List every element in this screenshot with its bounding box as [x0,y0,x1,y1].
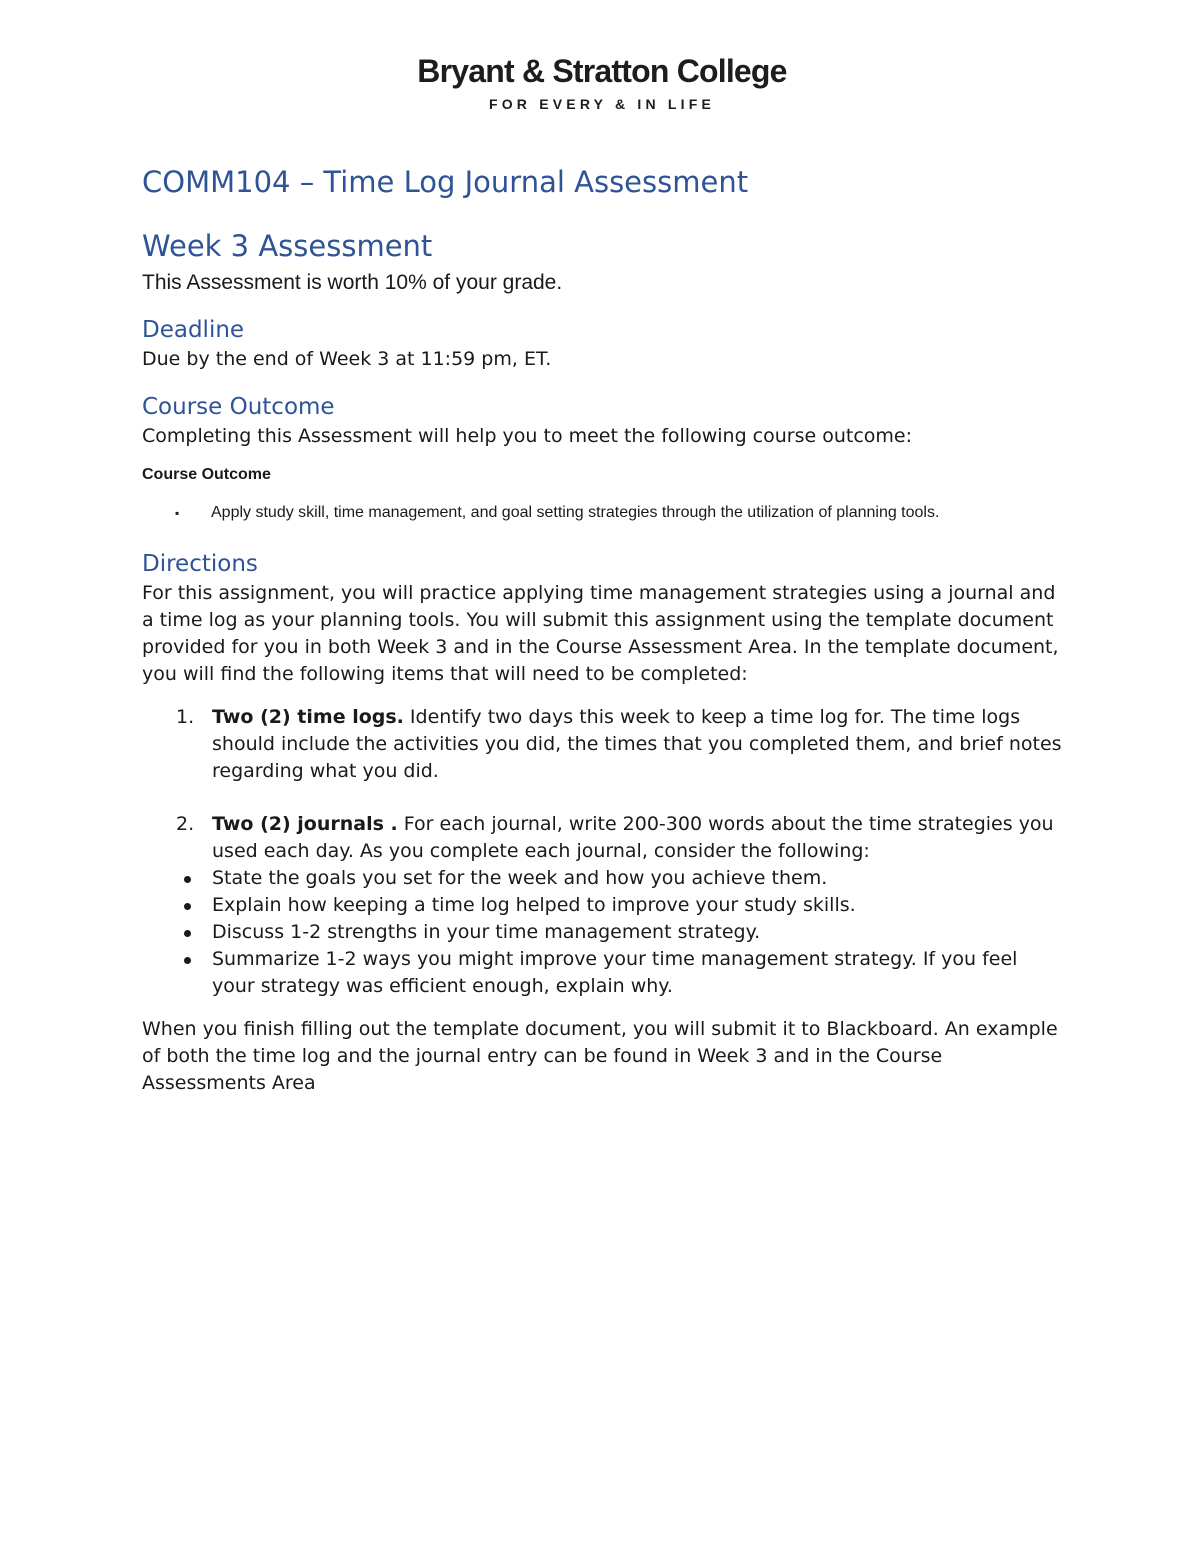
deadline-text: Due by the end of Week 3 at 11:59 pm, ET. [142,348,552,370]
course-outcome-heading: Course Outcome [142,394,335,420]
list-item-bold: Two (2) time logs. [212,706,404,728]
sub-bullet-item: Explain how keeping a time log helped to improve your study skills. [142,892,1062,919]
document-body [142,162,1062,1097]
square-bullet-icon: ▪ [175,506,180,520]
bullet-dot-icon [184,903,191,910]
course-outcome-intro: Completing this Assessment will help you to meet the following course outcome: [142,425,913,447]
worth-text: This Assessment is worth 10% of your grade. [142,271,563,294]
logo-tagline: FOR EVERY & IN LIFE [488,96,716,112]
list-item-text: For each journal, write 200-300 words about the time strategies you used each day. As you complete each journal, consider the following: [212,813,1054,862]
sub-bullet-list [142,865,1062,1000]
list-item [142,704,1062,785]
logo-name: Bryant & Stratton College [417,53,787,89]
sub-bullet-item: Discuss 1-2 strengths in your time management strategy. [142,919,1062,946]
bullet-dot-icon [184,957,191,964]
list-number: 2. [176,813,195,835]
sub-bullet-item: State the goals you set for the week and how you achieve them. [142,865,1062,892]
document-title: COMM104 – Time Log Journal Assessment [142,165,749,199]
sub-bullet-item: Summarize 1-2 ways you might improve your time management strategy. If you feel your strategy was efficient enough, explain why. [142,946,1062,1000]
list-item-text: Identify two days this week to keep a time log for. The time logs should include the activities you did, the times that you completed them, and brief notes regarding what you did. [212,706,1062,782]
week-heading: Week 3 Assessment [142,229,433,263]
course-outcome-label: Course Outcome [142,466,271,483]
directions-closing: When you finish filling out the template document, you will submit it to Blackboard. An example of both the time log and the journal entry can be found in Week 3 and in the Course Assessments Area [142,1018,1058,1094]
deadline-heading: Deadline [142,317,245,343]
list-number: 1. [176,706,195,728]
course-outcome-bullet [142,502,1062,524]
bullet-dot-icon [184,876,191,883]
directions-heading: Directions [142,551,258,577]
directions-intro: For this assignment, you will practice applying time management strategies using a journal and a time log as your planning tools. You will submit this assignment using the template document provided for you in both Week 3 and in the Course Assessment Area. In the template document, you will find the following items that will need to be completed: [142,582,1059,685]
bullet-dot-icon [184,930,191,937]
college-logo [392,52,812,112]
list-item-bold: Two (2) journals . [212,813,398,835]
list-item [142,811,1062,865]
course-outcome-bullet-text: Apply study skill, time management, and goal setting strategies through the utilization of planning tools. [211,504,940,521]
